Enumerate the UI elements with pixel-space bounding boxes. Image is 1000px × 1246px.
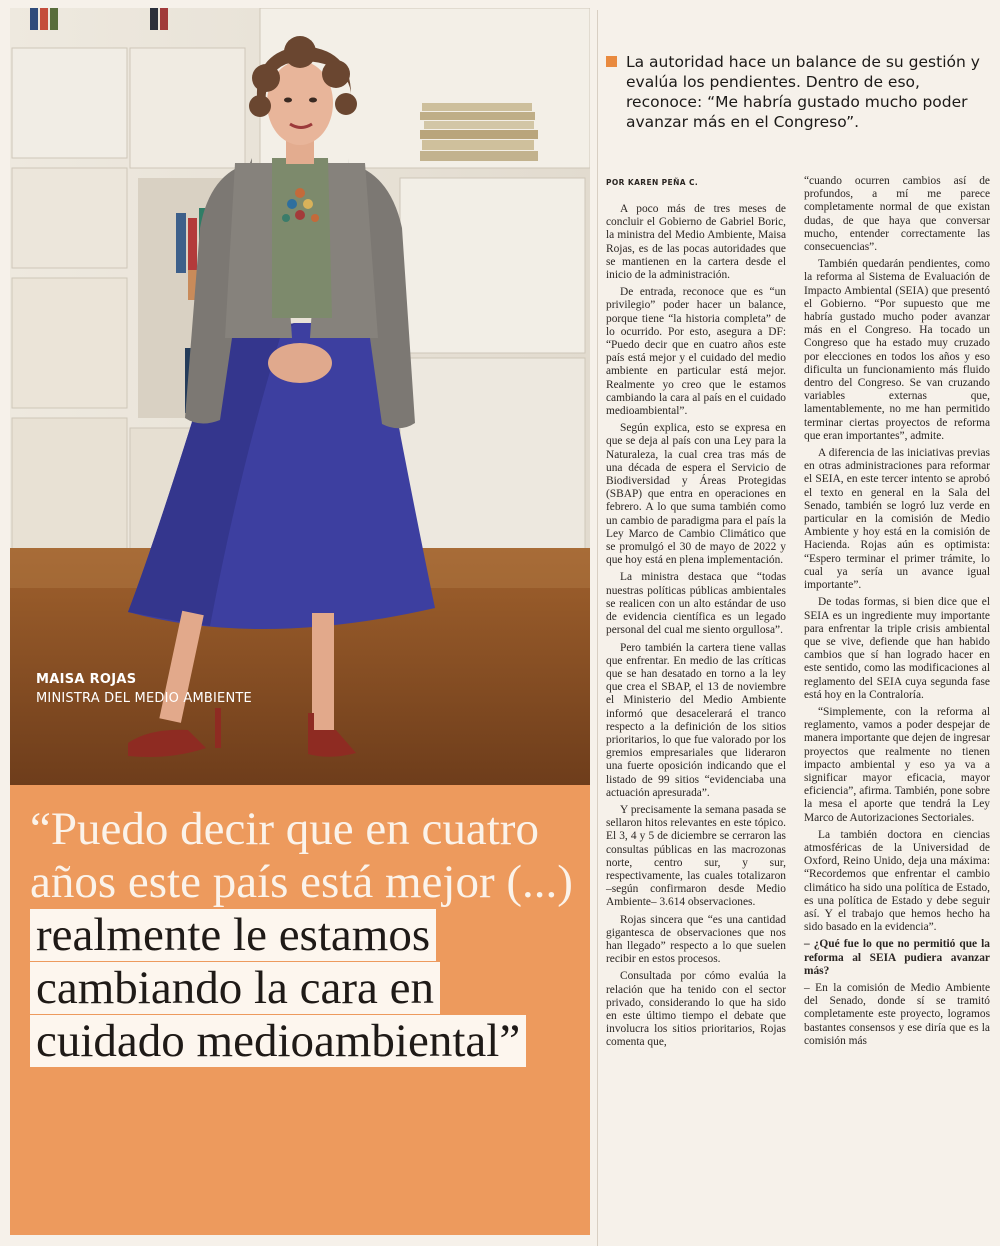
deck-square-icon — [606, 56, 617, 67]
paragraph: También quedarán pendientes, como la reforma al Sistema de Evaluación de Impacto Ambiental (SEIA) que presentó el Gobierno. “Por supuesto que me habría gustado mucho poder avanzar más en el Congreso. Ha tocado un Congreso que ha estado muy cruzado por elecciones en todos los años y eso dificulta un funcionamiento más fluido dentro del Congreso. Se van cruzando variables externas que, lamentablemente, no me han permitido terminar ciertas proyectos de reforma que eran importantes”, admite. — [804, 258, 990, 442]
paragraph: A poco más de tres meses de concluir el Gobierno de Gabriel Boric, la ministra del Medio Ambiente, Maisa Rojas, es de las pocas autoridades que se mantienen en la cartera desde el inicio de la administración. — [606, 203, 786, 282]
pull-quote-text — [30, 803, 575, 1068]
article-column-1 — [606, 203, 786, 1054]
paragraph: Pero también la cartera tiene vallas que enfrentar. En medio de las críticas que se han desatado en torno a la ley que crea el SBAP, el 13 de noviembre el Ministerio del Medio Ambiente informó que desacelerará el tranco respecto a la definición de los sitios prioritarios, lo que fue valorado por los gremios empresariales que lideraron una fuerte oposición indicando que el listado de 99 sitios “evidenciaba una actuación apresurada”. — [606, 641, 786, 799]
article-column-2 — [804, 175, 990, 1052]
paragraph: Rojas sincera que “es una cantidad gigantesca de observaciones que nos han llegado” respecto a lo que suelen recibir en estos procesos. — [606, 913, 786, 966]
pull-quote-highlight: realmente le estamos cambiando la cara en cuidado medioambiental” — [30, 909, 526, 1067]
article-deck — [606, 52, 991, 132]
paragraph: Consultada por cómo evalúa la relación que ha tenido con el sector privado, considerando lo que ha sido en este último tiempo el debate que involucra los sitios prioritarios, Rojas comenta que, — [606, 970, 786, 1049]
byline: POR KAREN PEÑA C. — [606, 178, 699, 187]
caption-role: MINISTRA DEL MEDIO AMBIENTE — [36, 691, 252, 706]
pull-quote-lead: “Puedo decir que en cuatro años este país está mejor (...) — [30, 803, 573, 908]
paragraph: Según explica, esto se expresa en que se deja al país con una Ley para la Naturaleza, la cual crea tras más de una década de espera el Servicio de Biodiversidad y Áreas Protegidas (SBAP) que entra en operaciones en febrero. A lo que suma también como un cambio de paradigma para el país la Ley Marco de Cambio Climático que se promulgó el 30 de mayo de 2022 y que hoy está en plena implementación. — [606, 422, 786, 567]
photo-caption — [36, 672, 252, 706]
paragraph: De todas formas, si bien dice que el SEIA es un ingrediente muy importante para enfrentar la triple crisis ambiental que se vive, defiende que han habido cambios que sí han logrado hacer en este sentido, como las modificaciones al reglamento del SEIA cuya segunda fase está hoy en la Contraloría. — [804, 596, 990, 701]
minister-photo — [10, 8, 590, 785]
deck-text: La autoridad hace un balance de su gestión y evalúa los pendientes. Dentro de eso, reconoce: “Me habría gustado mucho poder avanzar más en el Congreso”. — [626, 53, 980, 131]
caption-name: MAISA ROJAS — [36, 672, 137, 687]
interview-answer: – En la comisión de Medio Ambiente del Senado, donde sí se tramitó completamente este proyecto, logramos bastantes consensos y ese diría que es la comisión más — [804, 981, 990, 1047]
paragraph: “cuando ocurren cambios así de profundos, a mí me parece completamente normal de que existan dudas, de que haya que conversar mucho, entender correctamente las consecuencias”. — [804, 175, 990, 254]
paragraph: “Simplemente, con la reforma al reglamento, vamos a poder despejar de manera importante que dejen de ingresar proyectos que realmente no tienen impacto ambiental y eso ya va a significar mayor eficacia, mayor eficiencia”, afirma. También, pone sobre la mesa el aporte que tendrá la Ley Marco de Autorizaciones Sectoriales. — [804, 705, 990, 824]
paragraph: Y precisamente la semana pasada se sellaron hitos relevantes en este tópico. El 3, 4 y 5 de diciembre se cerraron las consultas públicas en las macrozonas norte, centro sur, y sur, respectivamente, las cuales totalizaron –según confirmaron desde Medio Ambiente– 3.614 observaciones. — [606, 803, 786, 909]
pull-quote — [10, 785, 590, 1235]
interview-question: – ¿Qué fue lo que no permitió que la reforma al SEIA pudiera avanzar más? — [804, 938, 990, 977]
paragraph: De entrada, reconoce que es “un privilegio” poder hacer un balance, porque tiene “la historia completa” de lo ocurrido. Por esto, asegura a DF: “Puedo decir que en cuatro años este país está mejor y el cuidado del medio ambiente en particular está mejor. Realmente yo creo que le estamos cambiando la cara al país en el cuidado medioambiental”. — [606, 286, 786, 418]
paragraph: A diferencia de las iniciativas previas en otras administraciones para reformar el SEIA, en este tercer intento se aprobó el texto en general en la Sala del Senado, también se logró luz verde en particular en la comisión de Medio Ambiente y hoy está en la comisión de Hacienda. Rojas aún es optimista: “Espero terminar el primer trámite, lo cual ya sería un avance igual importante”. — [804, 447, 990, 592]
paragraph: La también doctora en ciencias atmosféricas de la Universidad de Oxford, Reino Unido, deja una máxima: “Recordemos que enfrentar el cambio climático ha sido una política de Estado, es una política de Estado y debe seguir así. Y el trabajo que hemos hecho ha sido basado en la evidencia”. — [804, 828, 990, 934]
portrait-illustration — [10, 8, 590, 785]
paragraph: La ministra destaca que “todas nuestras políticas públicas ambientales se realicen con un alto estándar de uso de evidencia científica es un legado personal del cual me siento orgullosa”. — [606, 571, 786, 637]
column-divider — [597, 10, 598, 1246]
